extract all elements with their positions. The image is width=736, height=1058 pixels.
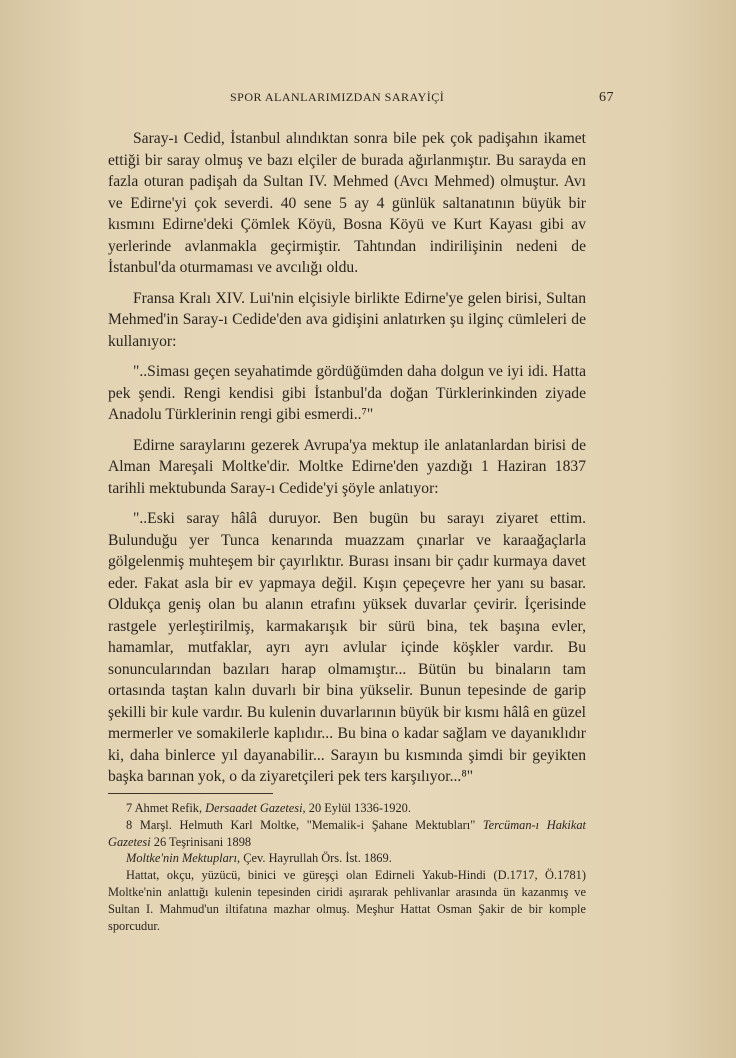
quotation: "..Siması geçen seyahatimde gördüğümden daha dolgun ve iyi idi. Hatta pek şendi. Rengi kendisi gibi İstanbul'da doğan Türklerinkinden ziyade Anadolu Türklerinin rengi gibi esmerdi..⁷" [108,363,586,423]
footnotes [108,800,586,934]
footnote-rule [108,793,273,794]
footnote-8-continued: Moltke'nin Mektupları, Çev. Hayrullah Örs. İst. 1869. [126,851,392,866]
body-text [108,128,586,797]
paragraph: Fransa Kralı XIV. Lui'nin elçisiyle birlikte Edirne'ye gelen birisi, Sultan Mehmed'in Saray-ı Cedide'den ava gidişini anlatırken şu ilginç cümleleri de kullanıyor: [108,289,586,350]
quotation: "..Eski saray hâlâ duruyor. Ben bugün bu sarayı ziyaret ettim. Bulunduğu yer Tunca kenarında muazzam çınarlar ve karaağaçlarla gölgelenmiş muhteşem bir çayırlıktır. Burası insanı bir çadır kurmaya davet eder. Fakat asla bir ev yapmaya değil. Kışın çepeçevre her yanı su basar. Oldukça geniş olan bu alanın etrafını yüksek duvarlar çevirir. İçerisinde rastgele yerleştirilmiş, karmakarışık bir sürü bina, tek başına evler, hamamlar, mutfaklar, ayrı ayrı avlular içinde köşkler vardır. Bu sonuncularından bazıları harap olmamıştır... Bütün bu binaların tam ortasında taştan kalın duvarlı bir bina yükselir. Bunun tepesinde de garip şekilli bir kule vardır. Bu kulenin duvarlarının büyük bir kısmı hâlâ en güzel mermerler ve somakilerle kaplıdır... Bu bina o kadar sağlam ve dayanıklıdır ki, daha binlerce yıl dayanabilir... Sarayın bu kısmında şimdi bir geyikten başka barınan yok, o da ziyaretçileri pek ters karşılıyor...⁸" [108,510,586,785]
footnote-extra: Hattat, okçu, yüzücü, binici ve güreşçi olan Edirneli Yakub-Hindi (D.1717, Ö.1781) Moltke'nin anlattığı kulenin tepesinden ciridi aşırarak pehlivanlar arasında ün kazanmış ve Sultan I. Mahmud'un iltifatına mazhar olmuş. Meşhur Hattat Osman Şakir de bir komple sporcudur. [108,868,586,933]
footnote-7: 7 Ahmet Refik, Dersaadet Gazetesi, 20 Eylül 1336-1920. [126,801,411,815]
page-number: 67 [599,90,614,105]
footnote-8: 8 Marşl. Helmuth Karl Moltke, "Memalik-i Şahane Mektubları" Tercüman-ı Hakikat Gazetesi 26 Teşrinisani 1898 [108,817,586,849]
running-title: SPOR ALANLARIMIZDAN SARAYİÇİ [230,90,445,104]
paragraph: Saray-ı Cedid, İstanbul alındıktan sonra bile pek çok padişahın ikamet ettiği bir saray olmuş ve bazı elçiler de burada ağırlanmıştır. Bu sarayda en fazla oturan padişah da Sultan IV. Mehmed (Avcı Mehmed) olmuştur. Avı ve Edirne'yi çok severdi. 40 sene 5 ay 4 günlük saltanatının büyük bir kısmını Edirne'deki Çömlek Köyü, Bosna Köyü ve Kurt Kayası gibi av yerlerinde avlanmakla geçirmiştir. Tahtından indirilişinin nedeni de İstanbul'da oturmaması ve avcılığı oldu. [108,130,586,276]
paragraph: Edirne saraylarını gezerek Avrupa'ya mektup ile anlatanlardan birisi de Alman Mareşali Moltke'dir. Moltke Edirne'den yazdığı 1 Haziran 1837 tarihli mektubunda Saray-ı Cedide'yi şöyle anlatıyor: [108,436,586,497]
